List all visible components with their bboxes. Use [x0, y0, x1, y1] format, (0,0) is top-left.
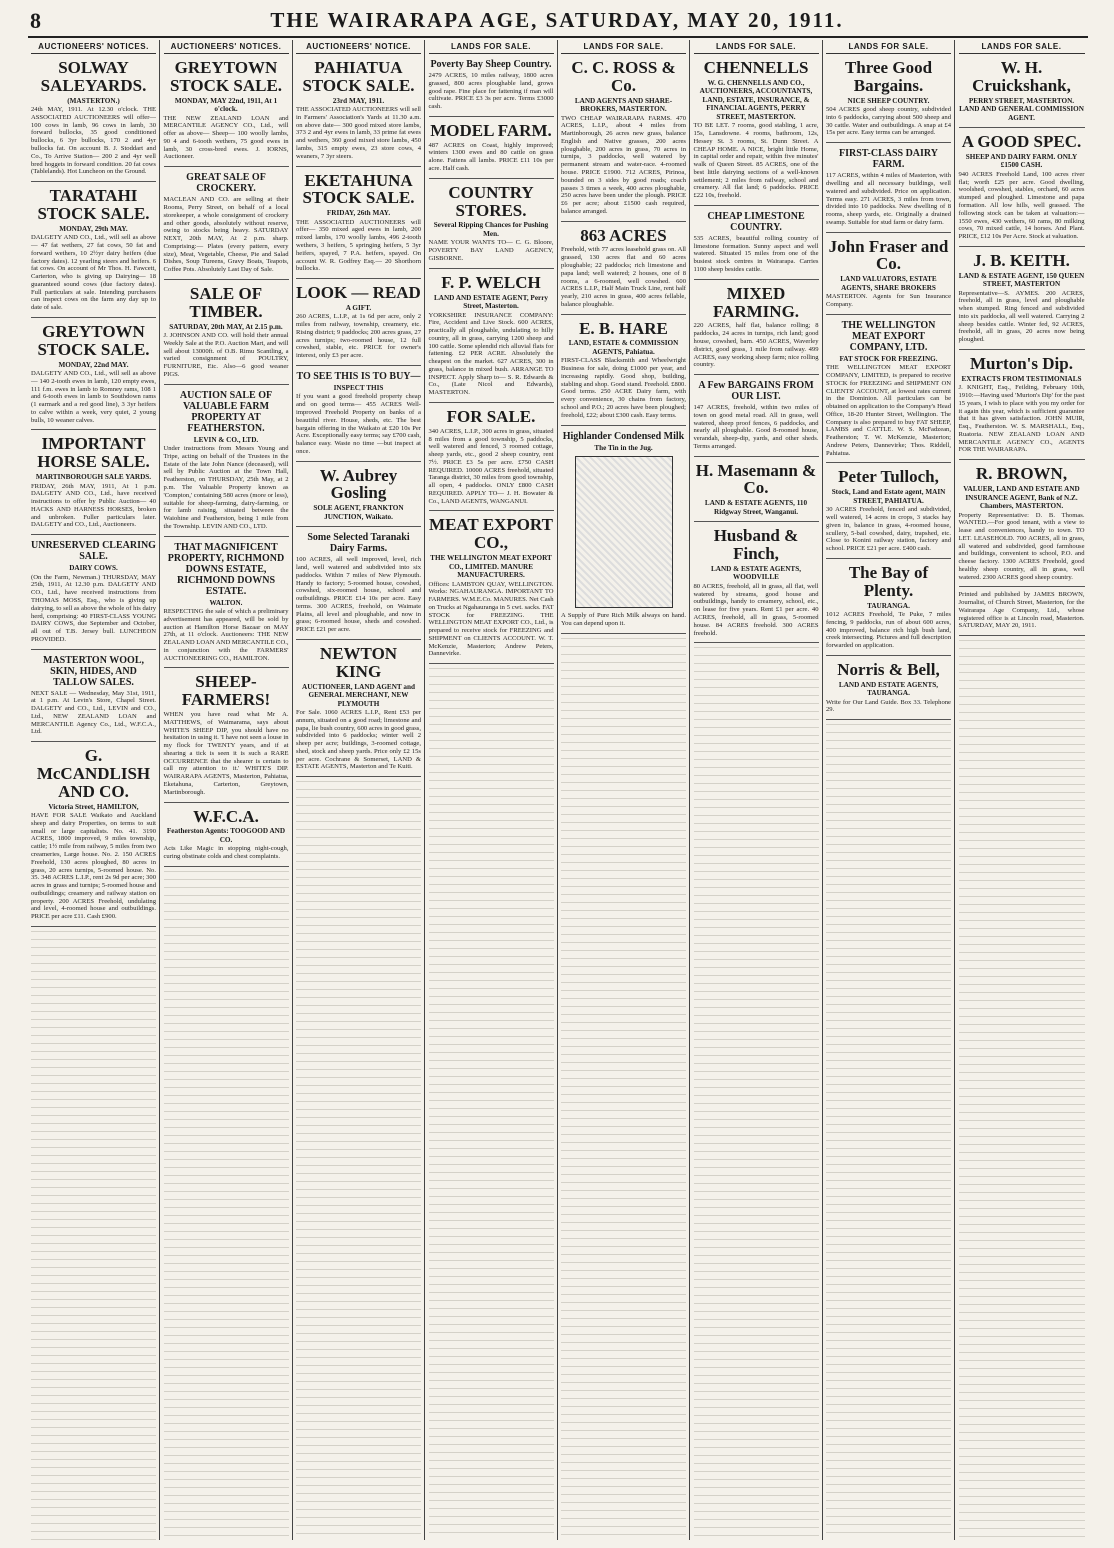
column-6	[691, 40, 823, 1540]
advertisement	[31, 535, 156, 649]
milk-tin-illustration	[575, 456, 673, 608]
ad-title: COUNTRY STORES.	[448, 182, 534, 220]
column-4	[426, 40, 558, 1540]
ad-body: Property Representative: D. B. Thomas. WANTED.—For good tenant, with a view to lease and conveniences, handy to town. TO LET. LEASEHOLD. 700 ACRES, all in grass, all watered and subdivided, good farmhouse and buildings, convenient to school, P.O. and cheese factory. 1300 ACRES Freehold, good healthy sheep country, all in grass, well watered. 2300 ACRES good sheep country.	[958, 511, 1085, 581]
ad-title: Three Good Bargains.	[844, 58, 933, 95]
ad-body: Under instructions from Messrs Young and Tripe, acting on behalf of the Trustees in the Estate of the late John Nance (deceased), will sell by Public Auction at the Town Hall, Featherston, on THURSDAY, 25th May, at 2 p.m. The Valuable Property known as 'Compton,' containing 580 acres (more or less), suitable for sheep-farming, dairy-farming, or for lamb raising, situated between the Waiohine and Featherston, being 1 mile from the Township. LEVIN AND CO., LTD.	[163, 445, 289, 530]
ad-subtitle: NICE SHEEP COUNTRY.	[847, 96, 930, 105]
advertisement	[296, 462, 421, 528]
ad-title: John Fraser and Co.	[828, 236, 949, 274]
small-print-texture	[164, 871, 289, 1540]
advertisement	[31, 430, 156, 535]
advertisement	[826, 315, 951, 464]
advertisement	[164, 537, 289, 669]
ad-subtitle: DAIRY COWS.	[69, 564, 118, 573]
ad-body: THE NEW ZEALAND LOAN and MERCANTILE AGENCY CO., Ltd., will offer as above— Sheep— 100 woolly lambs, 90 4 and 6-tooth wethers, 75 good ewes in lamb, 30 cross-bred ewes. J. IORNS, Auctioneer.	[163, 114, 289, 161]
masthead-rule	[28, 36, 1088, 38]
ad-subtitle: SHEEP AND DAIRY FARM. ONLY £1500 CASH.	[965, 152, 1078, 170]
ad-title: PAHIATUA STOCK SALE.	[302, 58, 415, 95]
ad-subtitle: FRIDAY, 26th MAY.	[326, 209, 391, 218]
ad-title: G. McCANDLISH AND CO.	[36, 746, 151, 801]
ad-title: IMPORTANT HORSE SALE.	[37, 434, 150, 472]
advertisement	[31, 742, 156, 927]
ad-title: A Few BARGAINS FROM OUR LIST.	[698, 380, 814, 403]
ad-body: 117 ACRES, within 4 miles of Masterton, with dwelling and all necessary buildings, well watered and subdivided. Price on application. Terms easy. 271 ACRES, 3 miles from town, divided into 10 paddocks. New dwelling of 8 rooms, sheep yards, etc. Originally a drained swamp. Suitable for stud farm or dairy farm.	[826, 172, 951, 226]
ad-body: 487 ACRES on Coast, highly improved; winters 1300 ewes and 80 cattle on grass alone. Fattens all lambs. PRICE £11 10s per acre. Half cash.	[428, 141, 554, 172]
advertisement	[561, 222, 686, 315]
ad-body: Freehold, with 77 acres leasehold grass on. All grassed, 130 acres flat and 60 acres ploughable; 22 paddocks; rich limestone and papa land; well watered; 2 houses, one of 8 rooms, a 6-roomed, well cowshed. 600 ACRES L.I.P., Half Main Truck Line, rent half yearly, 210 acres in grass, 400 acres fellable, balance ploughable.	[561, 246, 686, 308]
ad-subtitle: THE WELLINGTON MEAT EXPORT CO., LIMITED. MANURE MANUFACTURERS.	[430, 554, 552, 580]
advertisement	[164, 668, 289, 802]
advertisement	[959, 54, 1085, 128]
ad-body: Printed and published by JAMES BROWN, Journalist, of Church Street, Masterton, for the Wairarapa Age Company, Ltd., whose registered office is at Lincoln road, Masterton. SATURDAY, MAY 20, 1911.	[958, 591, 1085, 630]
ad-title: FIRST-CLASS DAIRY FARM.	[838, 148, 939, 171]
advertisement	[31, 318, 156, 431]
advertisement	[694, 280, 819, 375]
ad-body: NEXT SALE — Wednesday, May 31st, 1911, at 1 p.m. At Levin's Store, Chapel Street. DALGETY and CO., Ltd., LEVIN and CO., Ltd., NEW ZEALAND LOAN and MERCANTILE Agency Co., Ltd., W.F.C.A., Ltd.	[31, 689, 156, 736]
ad-body: 80 ACRES, freehold, all in grass, all flat, well watered by streams, good house and outbuildings, handy to creamery, school, etc., on lease for five years. Rent £1 per acre. 40 ACRES, freehold, all in grass, 5-roomed house. 84 ACRES freehold. 300 ACRES freehold.	[693, 582, 819, 637]
ad-subtitle: LAND & ESTATE AGENTS, 110 Ridgway Street, Wanganui.	[704, 499, 808, 516]
column-header: LANDS FOR SALE.	[959, 40, 1085, 54]
ad-body: Representative—S. AYMES. 200 ACRES, freehold, all in grass, level and ploughable when stumped. Ring fenced and subdivided into six paddocks, all well watered. Carrying 2 sheep besides cattle. Winter fed, 92 ACRES, freehold, all in grass, 20 acres now being ploughed.	[958, 289, 1085, 344]
ad-title: E. B. HARE	[579, 318, 668, 338]
small-print-texture	[429, 668, 554, 1540]
advertisement	[429, 54, 554, 117]
advertisement	[959, 247, 1085, 350]
newspaper-title: THE WAIRARAPA AGE, SATURDAY, MAY 20, 1911.	[270, 8, 844, 32]
column-2	[161, 40, 293, 1540]
ad-body: HAVE FOR SALE Waikato and Auckland sheep and dairy Properties, on terms to suit small or large capitalists. No. 41. 3190 ACRES, 1800 improved, 9 miles township, cattle; 1½ mile from railway, 5 miles from two creameries, Large house. No. 2. 150 ACRES Freehold, 130 acres ploughed, 80 acres in grass, 20 acres turnips, 5-roomed house. No. 35. 348 ACRES L.I.P., rent 2s 9d per acre; 300 acres in grass and turnips; 5-roomed house and outbuildings; creamery and railway station on property. 200 ACRES Freehold, undulating and level, 4-roomed house and outbuildings. PRICE per acre £11. Cash £900.	[31, 812, 156, 921]
advertisement	[429, 403, 554, 512]
ad-title: Murton's Dip.	[970, 354, 1073, 374]
advertisement	[694, 206, 819, 280]
small-print-texture	[959, 640, 1085, 1540]
ad-title: Highlander Condensed Milk	[562, 430, 685, 442]
small-print-texture	[694, 647, 819, 1540]
advertisement	[959, 587, 1085, 636]
advertisement	[694, 54, 819, 206]
ad-subtitle: Featherston Agents: TOOGOOD AND CO.	[166, 827, 286, 844]
ad-body: 340 ACRES, L.I.P., 300 acres in grass, situated 8 miles from a good township, 5 paddocks, well watered and fenced, 3 roomed cottage, sheep yards, etc., good 2 sheep country, rent 7½. PRICE £3 5s per acre. £750 CASH REQUIRED. 10000 ACRES freehold, situated Taranga district, 30 miles from good township, all open, 4 paddocks. ONLY £800 CASH REQUIRED. APPLY TO— J. H. Bowater & Co., LAND AGENTS, WANGANUI.	[428, 427, 554, 505]
ad-title: MODEL FARM.	[430, 120, 552, 140]
advertisement	[31, 650, 156, 743]
ad-body: NAME YOUR WANTS TO— C. G. Bloore, POVERTY BAY LAND AGENCY, GISBORNE.	[428, 239, 554, 262]
ad-title: W. Aubrey Gosling	[319, 465, 398, 503]
advertisement	[296, 54, 421, 167]
ad-title: SALE OF TIMBER.	[189, 283, 263, 321]
advertisement	[561, 54, 686, 222]
ad-subtitle: Victoria Street, HAMILTON,	[48, 802, 139, 811]
ad-title: MEAT EXPORT CO.,	[429, 515, 553, 553]
advertisement	[959, 460, 1085, 587]
ad-body: 100 ACRES, all well improved, level, rich land, well watered and subdivided into six paddocks. Within 7 miles of New Plymouth. Handy to factory; 5-roomed house, cowshed, cowshed, six-roomed house, school and outbuildings. PRICE £14 10s per acre. Easy terms. 300 ACRES, freehold, on Waimate Plains, all level and ploughable, and now in grass; 6-roomed house, sheds and cowshed. PRICE £21 per acre.	[296, 556, 421, 634]
column-header: LANDS FOR SALE.	[429, 40, 554, 54]
column-1	[28, 40, 160, 1540]
ad-subtitle: INSPECT THIS	[333, 383, 384, 392]
column-header: LANDS FOR SALE.	[826, 40, 951, 54]
ad-body: Write for Our Land Guide. Box 33. Telephone 29.	[826, 698, 951, 714]
column-7	[823, 40, 955, 1540]
columns-container	[28, 40, 1088, 1540]
advertisement	[694, 375, 819, 457]
ad-title: W.F.C.A.	[193, 806, 259, 826]
ad-title: CHEAP LIMESTONE COUNTRY.	[707, 210, 805, 233]
ad-subtitle: W. G. CHENNELLS AND CO., AUCTIONEERS, ACCOUNTANTS, LAND, ESTATE, INSURANCE, & FINANCIAL AGENTS, PERRY STREET, MASTERTON.	[699, 78, 813, 121]
ad-body: (On the Farm, Newman.) THURSDAY, MAY 25th, 1911, At 12.30 p.m. DALGETY AND CO., Ltd., have received instructions from THOMAS MOSS, Esq., who is giving up dairying, to sell as above the whole of his dairy herd, comprising: 40 FIRST-CLASS YOUNG DAIRY COWS, due September and October, all out of T.B. Jersey bull. LUNCHEON PROVIDED.	[31, 573, 156, 643]
ad-subtitle: Stock, Land and Estate agent, MAIN STREET, PAHIATUA.	[831, 488, 946, 505]
ad-body: TWO CHEAP WAIRARAPA FARMS. 470 ACRES, L.I.P., about 4 miles from Martinborough, 26 acres new grass, balance English and Native grasses, 200 acres ploughable, 200 acres in grass, 70 acres in turnips, 3 paddocks, well watered by permanent stream and water-race. 4-roomed house. PRICE £1900. 712 ACRES, Pirinoa, bounded on 3 sides by good roads; coach passes 3 times a week, 400 acres ploughable, 250 acres have been under the plough. PRICE £6 per acre; about £1500 cash required, balance arranged.	[561, 114, 686, 215]
advertisement	[296, 366, 421, 462]
ad-title: MASTERTON WOOL, SKIN, HIDES, AND TALLOW SALES.	[43, 654, 144, 688]
ad-body: Offices: LAMBTON QUAY, WELLINGTON. Works: NGAHAURANGA. IMPORTANT TO FARMERS. W.M.E.Co. MANURES. Net Cash on Trucks at Ngahauranga in 5 cwt. sacks. FAT STOCK for FREEZING. THE WELLINGTON MEAT EXPORT CO., Ltd., is prepared to receive stock for FREEZING and SHIPMENT on CLIENTS ACCOUNT. W. T. McKenzie, Masterton; Andrew Peters, Dannevirke.	[428, 580, 554, 658]
advertisement	[296, 279, 421, 366]
advertisement	[826, 463, 951, 558]
ad-subtitle: LAND VALUATORS, ESTATE AGENTS, SHARE BROKERS	[840, 275, 937, 292]
ad-body: A Supply of Pure Rich Milk always on hand. You can depend upon it.	[561, 612, 686, 627]
ad-body: YORKSHIRE INSURANCE COMPANY: Fire, Accident and Live Stock. 600 ACRES, practically all ploughable, undulating to hilly country, all in grass, carrying 1200 sheep and 100 cattle. Some splendid rich alluvial flats for fattening. £2 PER ACRE. Absolutely the cheapest on the market. 627 ACRES, 300 in grass, balance in mixed bush. ARRANGE TO INSPECT. Apply Sharp to— S. R. Edwards & Co., (Late Nicol and Edwards), MASTERTON.	[428, 311, 554, 397]
ad-body: 1012 ACRES Freehold, Te Puke, 7 miles fencing, 9 paddocks, run of about 600 acres, 400 improved, balance rich high bush land, creek intersecting. Pictures and full description forwarded on application.	[826, 611, 951, 650]
advertisement	[429, 117, 554, 179]
ad-subtitle: MARTINBOROUGH SALE YARDS.	[35, 473, 152, 482]
ad-title: FOR SALE.	[446, 406, 536, 426]
ad-subtitle: WALTON.	[209, 598, 243, 607]
ad-subtitle: MONDAY, 29th MAY.	[59, 224, 128, 233]
advertisement	[826, 656, 951, 720]
advertisement	[826, 559, 951, 656]
ad-subtitle: (MASTERTON.)	[67, 96, 120, 105]
ad-body: J. KNIGHT, Esq., Feilding, February 10th, 1910:—Having used 'Murton's Dip' for the past 15 years, I wish to place with you my order for it again this year, which is sufficient guarantee that it has given satisfaction. JOHN MUIR, Esq., Featherston. W. S. MARSHALL, Esq., Ruatoria. NEW ZEALAND LOAN AND MERCANTILE AGENCY CO., AGENTS FOR THE WAIRARAPA.	[958, 384, 1085, 454]
ad-title: SHEEP-FARMERS!	[181, 672, 271, 710]
ad-title: UNRESERVED CLEARING SALE.	[31, 540, 156, 563]
ad-body: WHEN you have read what Mr A. MATTHEWS, of Waimarama, says about WHITE'S SHEEP DIP, you should have no hesitation in using it. 'I have not seen a louse in my flock for TWENTY years, and if at shearing a tick is seen it is such a RARE OCCURRENCE that the shearer is certain to call my attention to it.' WHITE'S DIP. WAIRARAPA AGENTS, Masterton, Pahiatua, Eketahuna, Carterton, Greytown, Martinborough.	[163, 711, 289, 796]
ad-title: H. Masemann & Co.	[695, 460, 817, 498]
ad-title: Some Selected Taranaki Dairy Farms.	[307, 532, 410, 555]
ad-body: Acts Like Magic in stopping night-cough, curing obstinate colds and chest complaints.	[163, 845, 289, 861]
ad-subtitle: LEVIN & CO., LTD.	[193, 435, 259, 444]
ad-title: AUCTION SALE OF VALUABLE FARM PROPERTY AT FEATHERSTON.	[179, 389, 273, 434]
advertisement	[164, 280, 289, 385]
column-header: LANDS FOR SALE.	[561, 40, 686, 54]
advertisement	[826, 143, 951, 232]
advertisement	[429, 179, 554, 269]
ad-body: For Sale. 1060 ACRES L.I.P., Rent £53 per annum, situated on a good road; limestone and papa, lie bush country, 600 acres in good grass, subdivided into 6 paddocks; winter well 2 sheep per acre; buildings, 3-roomed cottage, shed, stock and sheep yards. Price only £2 15s per acre. Cochrane & Somerset, LAND & ESTATE AGENTS, Masterton and Te Kuiti.	[296, 709, 421, 771]
ad-body: FIRST-CLASS Blacksmith and Wheelwright Business for sale, doing £1000 per year, and increasing rapidly. Good shop, building, stabling and shop. Good stand. Freehold. £800. Good terms. 250 ACRE Dairy farm, with every convenience, 30 chains from factory, school and P.O.; 20 acres have been ploughed; freehold, £22; about £300 cash. Easy terms.	[561, 357, 686, 419]
ad-subtitle: LAND AND ESTATE AGENTS, TAURANGA.	[838, 680, 939, 698]
ad-title: The Bay of Plenty.	[848, 562, 929, 600]
column-5	[558, 40, 690, 1540]
ad-body: 220 ACRES, half flat, balance rolling; 8 paddocks, 24 acres in turnips, rich land; good house, cowshed, barn. 450 ACRES, Waverley district, good grass, 1 mile from railway. 499 ACRES, easy working sheep farm; nice rolling country.	[693, 322, 819, 369]
advertisement	[959, 128, 1085, 247]
ad-title: C. C. ROSS & Co.	[571, 58, 676, 95]
ad-title: W. H. Cruickshank,	[972, 58, 1071, 95]
ad-title: LOOK — READ	[296, 283, 421, 303]
ad-body: THE WELLINGTON MEAT EXPORT COMPANY, LIMITED, is prepared to receive STOCK for FREEZING and SHIPMENT ON CLIENTS' ACCOUNT, at lowest rates current in the Dominion. All particulars can be obtained on application to the Company's Head Office, 18-20 Hunter Street, Wellington. The Company is also prepared to buy FAT SHEEP, LAMBS and CATTLE. W. S. McFadzean, Featherston; T. W. McKenzie, Masterton; Andrew Peters, Dannevirke; Thos. Riddell, Pahiatua.	[826, 364, 951, 457]
page-number: 8	[30, 8, 41, 33]
column-8	[956, 40, 1088, 1540]
masthead	[0, 0, 1114, 38]
ad-subtitle: A GIFT.	[345, 303, 372, 312]
ad-title: Husband & Finch,	[713, 526, 799, 564]
ad-body: DALGETY AND CO., Ltd., will sell as above— 47 fat wethers, 27 fat cows, 50 fat and forward wethers, 10 2½yr dairy heifers (due factory dates). 12 yearling steers and heifers. 6 fat cows. On account of Mr Thos. H. Fawcett, Carterton, who is giving up Dairying— 18 guaranteed sound cows (due factory dates). Full particulars at sale. Intending purchasers can inspect cows on the farm any day up to date of sale.	[31, 234, 156, 312]
advertisement	[959, 350, 1085, 460]
ad-body: 30 ACRES Freehold, fenced and subdivided, well watered, 14 acres in crops, 3 stacks hay given in, balance in grass, 4-roomed house, scullery, 5-bail cowshed, dairy, trapshed, etc. Close to Konini railway station, factory and school. PRICE £21 per acre. £400 cash.	[826, 506, 951, 553]
small-print-texture	[826, 724, 951, 1540]
ad-body: MACLEAN AND CO. are selling at their Rooms, Perry Street, on behalf of a local storekeeper, a whole consignment of crockery and other goods, absolutely without reserve, owing to stocks being heavy. SATURDAY NEXT, 20th MAY, At 2 p.m. sharp. Comprising:— Plates (every pattern, every size), Meat, Vegetable, Cheese, Pie and Salad Dishes, Soup Tureens, Gravy Boats, Teapots, Coffee Pots. Absolutely Last Day of Sale.	[163, 196, 289, 274]
ad-subtitle: FAT STOCK FOR FREEZING.	[839, 354, 938, 363]
ad-title: MIXED FARMING.	[712, 283, 800, 321]
small-print-texture	[296, 781, 421, 1540]
ad-title: CHENNELLS	[703, 58, 809, 77]
advertisement	[164, 385, 289, 537]
ad-title: TO SEE THIS IS TO BUY—	[296, 370, 421, 382]
ad-subtitle: LAND & ESTATE AGENTS, WOODVILLE	[711, 564, 801, 582]
advertisement	[429, 511, 554, 664]
ad-title: THAT MAGNIFICENT PROPERTY, RICHMOND DOWNS ESTATE, RICHMOND DOWNS ESTATE.	[167, 541, 285, 597]
advertisement	[31, 182, 156, 318]
ad-body: DALGETY AND CO., Ltd., will sell as above— 140 2-tooth ewes in lamb, 120 empty ewes, 111 f.m. ewes in lamb to Romney rams, 108 1 and 6-tooth ewes in lamb to Southdown rams (1 earmark and a red good line), 3 3yr heifers to calve within a week, very quiet, 2 young bulls, 10 weaner calves.	[31, 370, 156, 424]
ad-body: RESPECTING the sale of which a preliminary advertisement has appeared, will be sold by auction at Hamilton Horse Bazaar on MAY 27th, at 11 o'clock. Auctioneers: THE NEW ZEALAND LOAN AND MERCANTILE CO., in conjunction with the FARMERS' AUCTIONEERING CO., HAMILTON.	[163, 608, 289, 662]
small-print-texture	[561, 638, 686, 1538]
advertisement	[164, 167, 289, 280]
ad-body: FRIDAY, 26th MAY, 1911, At 1 p.m. DALGETY AND CO., Ltd., have received instructions to offer by Public Auction— 40 HACKS AND HARNESS HORSES, broken and unbroken. Fuller particulars later. DALGETY and CO., Ltd., Auctioneers.	[31, 482, 156, 529]
column-header: AUCTIONEERS' NOTICES.	[164, 40, 289, 54]
ad-subtitle: 23rd MAY, 1911.	[332, 96, 385, 105]
ad-body: TO BE LET. 7 rooms, good stabling, 1 acre, 15s, Lansdowne. 4 rooms, bathroom, 12s, Hessey St. 3 rooms, St. Dunn Street. A CHEAP HOME. A NICE, bright little Home, in capital order and repair, within five minutes' walk of Queen Street. 85 ACRES, one of the best little dairying sections of a well-known settlement; 2 miles from railway, school and creamery. All flat land; 6 paddocks. PRICE £22 10s, freehold.	[693, 122, 819, 200]
ad-subtitle: LAND AGENTS AND SHARE-BROKERS, MASTERTON.	[574, 96, 673, 114]
advertisement	[164, 803, 289, 867]
ad-title: GREYTOWN STOCK SALE.	[37, 321, 150, 359]
column-header: AUCTIONEERS' NOTICE.	[296, 40, 421, 54]
ad-subtitle: PERRY STREET, MASTERTON. LAND AND GENERAL COMMISSION AGENT.	[959, 96, 1084, 122]
ad-title: TARATAHI STOCK SALE.	[37, 186, 150, 223]
ad-title: A GOOD SPEC.	[961, 132, 1082, 152]
ad-subtitle: AUCTIONEER, LAND AGENT and GENERAL MERCHANT, NEW PLYMOUTH	[302, 682, 415, 708]
advertisement	[164, 54, 289, 167]
advertisement	[296, 527, 421, 640]
small-print-texture	[31, 931, 156, 1540]
ad-body: 504 ACRES good sheep country, subdivided into 6 paddocks, carrying about 500 sheep and 30 cattle. Water and outbuildings. A snap at £4 15s per acre. Easy terms can be arranged.	[826, 106, 951, 137]
ad-subtitle: The Tin in the Jug.	[594, 443, 653, 452]
ad-body: 535 ACRES, beautiful rolling country of limestone formation. Sunny aspect and well watered. Situated 15 miles from one of the busiest stock centres in Wairarapa. Carries 1100 sheep besides cattle.	[693, 234, 819, 273]
column-header: LANDS FOR SALE.	[694, 40, 819, 54]
ad-body: 24th MAY, 1911. At 12.30 o'clock. THE ASSOCIATED AUCTIONEERS will offer— 100 cows in lamb, 96 cows in lamb, 30 forward bullocks, 35 good conditioned bullocks, 6 3yr bullocks, 170 2 and 4yr bullocks fat. On account B. J. Stoddart and Co., To Arrive Station— 200 2 and 4yr well bred hoggets in forward condition. 20 fat cows (Tablelands). Hot Luncheon on the Ground.	[31, 106, 156, 176]
advertisement	[694, 522, 819, 643]
ad-subtitle: Several Ripping Chances for Pushing Men.	[433, 221, 549, 238]
ad-title: R. BROWN,	[975, 464, 1068, 484]
ad-title: 863 ACRES	[580, 225, 667, 245]
ad-title: SOLWAY SALEYARDS.	[40, 58, 147, 95]
ad-subtitle: VALUER, LAND AND ESTATE AND INSURANCE AGENT, Bank of N.Z. Chambers, MASTERTON.	[963, 485, 1080, 511]
advertisement	[429, 269, 554, 403]
column-header: AUCTIONEERS' NOTICES.	[31, 40, 156, 54]
advertisement	[561, 426, 686, 634]
ad-title: Poverty Bay Sheep Country.	[430, 59, 552, 70]
column-3	[293, 40, 425, 1540]
ad-subtitle: MONDAY, MAY 22nd, 1911, At 1 o'clock.	[174, 96, 278, 114]
ad-title: GREYTOWN STOCK SALE.	[169, 58, 283, 95]
advertisement	[826, 233, 951, 315]
ad-subtitle: SATURDAY, 20th MAY, At 2.15 p.m.	[169, 322, 283, 331]
ad-body: MASTERTON. Agents for Sun Insurance Company.	[826, 293, 951, 309]
advertisement	[561, 315, 686, 426]
ad-title: Peter Tulloch,	[838, 467, 939, 487]
ad-subtitle: LAND & ESTATE AGENT, 150 QUEEN STREET, MASTERTON	[958, 271, 1085, 289]
ad-title: GREAT SALE OF CROCKERY.	[186, 172, 266, 195]
ad-title: THE WELLINGTON MEAT EXPORT COMPANY, LTD.	[841, 319, 936, 353]
ad-title: NEWTON KING	[319, 643, 398, 681]
advertisement	[826, 54, 951, 143]
advertisement	[31, 54, 156, 182]
ad-body: If you want a good freehold property cheap and on good terms— 455 ACRES Well-improved Freehold Property on banks of a beautiful river. House, sheds, etc. The best bargain offering in the Waikato at £20 10s Per Acre. Exceptionally easy terms; say £700 cash, balance easy. Waste no time —but inspect at once.	[296, 393, 421, 455]
ad-body: 260 ACRES, L.I.P., at 1s 6d per acre, only 2 miles from railway, township, creamery, etc. Rising district; 9 paddocks; 200 acres grass, 27 acres turnips; two-roomed house, 12 full cowshed, stable, etc. PRICE for owner's interest, only £3 per acre.	[296, 313, 421, 360]
ad-title: F. P. WELCH	[441, 272, 541, 292]
ad-body: THE ASSOCIATED AUCTIONEERS will sell in Farmers' Association's Yards at 11.30 a.m. on above date— 300 good mixed store lambs, 373 2 and 4yr ewes in lamb, 33 prime fat ewes and wethers, 360 good mixed store lambs, 450 lambs, 315 empty ewes, 23 store cows, 4 weaners, 7 3yr steers.	[296, 106, 421, 160]
ad-subtitle: LAND, ESTATE & COMMISSION AGENTS, Pahiatua.	[568, 339, 679, 356]
ad-title: Norris & Bell,	[837, 659, 940, 679]
ad-subtitle: LAND AND ESTATE AGENT, Perry Street, Masterton.	[433, 293, 548, 311]
ad-subtitle: TAURANGA.	[867, 601, 910, 610]
advertisement	[296, 640, 421, 777]
ad-subtitle: EXTRACTS FROM TESTIMONIALS	[961, 374, 1082, 383]
ad-subtitle: SOLE AGENT, FRANKTON JUNCTION, Waikato.	[313, 504, 404, 521]
advertisement	[694, 457, 819, 523]
ad-body: THE ASSOCIATED AUCTIONEERS will offer— 350 mixed aged ewes in lamb, 200 mixed lambs, 170 woolly lambs, 496 2-tooth wethers, 3 heifers, 5 springing heifers, 5 3yr heifers, spayed, 7 P.A. heifers, spayed. On account W. R. Godfrey Esq.— 20 Shorthorn bullocks.	[296, 218, 421, 273]
ad-body: 147 ACRES, freehold, within two miles of town on good metal road. All in grass, well watered, sheep proof fences, 6 paddocks, and nearly all ploughable. Good 8-roomed house, verandah, sheep-dip, yards, and other sheds. Terms arranged.	[693, 404, 819, 450]
ad-title: J. B. KEITH.	[973, 250, 1070, 270]
ad-subtitle: MONDAY, 22nd MAY.	[58, 360, 129, 369]
ad-body: 940 ACRES Freehold Land, 100 acres river flat; worth £25 per acre. Good dwelling, woolshed, cowshed, stables, orchard, 60 acres stumped and ploughed. Limestone and papa formation. All low hills, well grassed. The following stock can be taken at valuation:— 1550 ewes, 430 wethers, 60 rams, 80 milking cows, 70 mixed cattle, 14 horses. And Plant. PRICE, £12 10s Per Acre. Stock at valuation.	[958, 170, 1085, 241]
advertisement	[296, 167, 421, 280]
ad-title: EKETAHUNA STOCK SALE.	[302, 170, 415, 208]
ad-body: 2479 ACRES, 10 miles railway, 1800 acres grassed, 800 acres ploughable land, grows good rape. Fine place for fattening if man will cultivate. PRICE £3 3s per acre. Terms £3000 cash.	[428, 72, 554, 111]
ad-body: J. JOHNSON AND CO. will hold their annual Weekly Sale at the P.O. Auction Mart, and will sell about 13000ft. of O.B. Rimu Scantling, a varied consignment of POULTRY, FURNITURE, Etc. Also—6 good weaner PIGS.	[163, 332, 289, 378]
